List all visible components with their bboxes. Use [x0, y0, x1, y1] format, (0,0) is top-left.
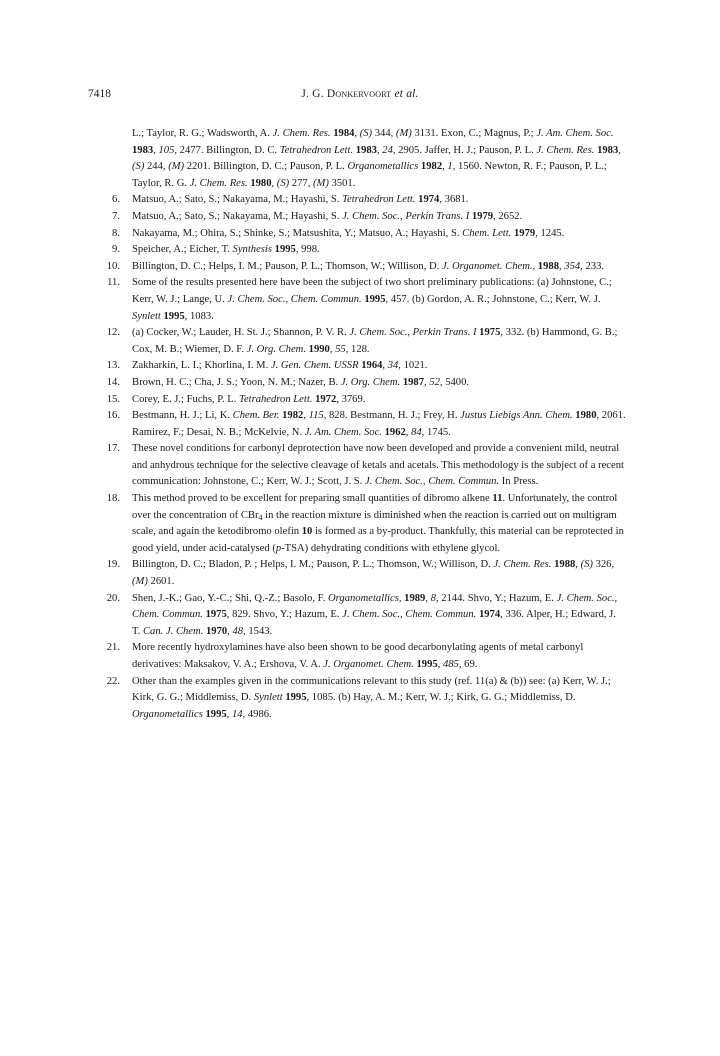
page-number: 7418: [88, 88, 111, 100]
reference-number: 18.: [106, 493, 120, 505]
reference-item: [96, 275, 626, 325]
reference-item: [96, 226, 626, 243]
reference-text: Billington, D. C.; Helps, I. M.; Pauson, P. L.; Thomson, W.; Willison, D. J. Organomet. Chem., 1988, 354, 233.: [132, 260, 605, 272]
reference-item: [96, 674, 626, 724]
reference-number: 8.: [112, 227, 120, 239]
reference-text: More recently hydroxylamines have also been shown to be good decarbonylating agents of metal carbonyl derivatives: Maksakov, V. A.; Ershova, V. A. J. Organomet. Chem. 1995, 485, 69.: [132, 642, 584, 670]
running-head-authors-smallcaps: onkervoort: [335, 88, 392, 100]
reference-number: 20.: [106, 592, 120, 604]
reference-number: 22.: [106, 675, 120, 687]
reference-number: 11.: [107, 277, 120, 289]
reference-text: Matsuo, A.; Sato, S.; Nakayama, M.; Hayashi, S. Tetrahedron Lett. 1974, 3681.: [132, 194, 469, 206]
reference-number: 6.: [112, 194, 120, 206]
reference-text: Zakharkin, L. I.; Khorlina, I. M. J. Gen. Chem. USSR 1964, 34, 1021.: [132, 360, 428, 372]
reference-text: Speicher, A.; Eicher, T. Synthesis 1995, 998.: [132, 244, 320, 256]
reference-item: [96, 375, 626, 392]
reference-text: (a) Cocker, W.; Lauder, H. St. J.; Shannon, P. V. R. J. Chem. Soc., Perkin Trans. I 1975, 332. (b) Hammond, G. B.; Cox, M. B.; Wiemer, D. F. J. Org. Chem. 1990, 55, 128.: [132, 327, 618, 355]
reference-number: 16.: [106, 410, 120, 422]
reference-text: Shen, J.-K.; Gao, Y.-C.; Shi, Q.-Z.; Basolo, F. Organometallics, 1989, 8, 2144. Shvo, Y.; Hazum, E. J. Chem. Soc., Chem. Commun. 1975, 829. Shvo, Y.; Hazum, E. J. Chem. Soc., Chem. Commun. 1974, 336. Alper, H.; Edward, J. T. Can. J. Chem. 1970, 48, 1543.: [132, 592, 618, 637]
reference-text: These novel conditions for carbonyl deprotection have now been developed and provide a convenient mild, neutral and anhydrous technique for the selective cleavage of ketals and acetals. This methodology is the subject of a recent communication: Johnstone, C.; Kerr, W. J.; Scott, J. S. J. Chem. Soc., Chem. Commun. In Press.: [132, 443, 624, 488]
reference-item: [96, 557, 626, 590]
reference-item: [96, 325, 626, 358]
reference-item: [96, 591, 626, 641]
reference-text: Bestmann, H. J.; Li, K. Chem. Ber. 1982, 115, 828. Bestmann, H. J.; Frey, H. Justus Liebigs Ann. Chem. 1980, 2061. Ramirez, F.; Desai, N. B.; McKelvie, N. J. Am. Chem. Soc. 1962, 84, 1745.: [132, 410, 626, 438]
reference-number: 19.: [106, 559, 120, 571]
running-head-authors: J. G. D: [301, 88, 336, 100]
running-head: [0, 88, 720, 100]
reference-number: 21.: [106, 642, 120, 654]
reference-text: Matsuo, A.; Sato, S.; Nakayama, M.; Hayashi, S. J. Chem. Soc., Perkin Trans. I 1979, 2652.: [132, 210, 523, 222]
reference-item: [96, 126, 626, 192]
reference-number: 15.: [106, 393, 120, 405]
reference-text: Some of the results presented here have been the subject of two short preliminary publications: (a) Johnstone, C.; Kerr, W. J.; Lange, U. J. Chem. Soc., Chem. Commun. 1995, 457. (b) Gordon, A. R.; Johnstone, C.; Kerr, W. J. Synlett 1995, 1083.: [132, 277, 612, 322]
reference-text: Nakayama, M.; Ohira, S.; Shinke, S.; Matsushita, Y.; Matsuo, A.; Hayashi, S. Chem. Lett. 1979, 1245.: [132, 227, 565, 239]
reference-number: 13.: [106, 360, 120, 372]
reference-item: [96, 209, 626, 226]
reference-list: [96, 126, 626, 723]
reference-text: This method proved to be excellent for preparing small quantities of dibromo alkene 11. Unfortunately, the control over the concentration of CBr$_4$ in the reaction mixture is diminished when the reaction is carried out on multigram scale, and again the ketodibromo olefin 10 is formed as a by-product. Thankfully, this material can be reprotected in good yield, under acid-catalysed (p-TSA) dehydrating conditions with ethylene glycol.: [132, 493, 624, 554]
reference-item: [96, 491, 626, 557]
reference-item: [96, 441, 626, 491]
reference-number: 12.: [106, 327, 120, 339]
reference-text: Billington, D. C.; Bladon, P. ; Helps, I. M.; Pauson, P. L.; Thomson, W.; Willison, D. J. Chem. Res. 1988, (S) 326, (M) 2601.: [132, 559, 615, 588]
reference-item: [96, 392, 626, 409]
reference-item: [96, 358, 626, 375]
reference-text: Other than the examples given in the communications relevant to this study (ref. 11(a) & (b)) see: (a) Kerr, W. J.; Kirk, G. G.; Middlemiss, D. Synlett 1995, 1085. (b) Hay, A. M.; Kerr, W. J.; Kirk, G. G.; Middlemiss, D. Organometallics 1995, 14, 4986.: [132, 675, 611, 720]
reference-number: 7.: [112, 210, 120, 222]
reference-number: 9.: [112, 244, 120, 256]
reference-number: 10.: [106, 260, 120, 272]
reference-text: Corey, E. J.; Fuchs, P. L. Tetrahedron Lett. 1972, 3769.: [132, 393, 366, 405]
reference-item: [96, 242, 626, 259]
reference-item: [96, 192, 626, 209]
reference-item: [96, 640, 626, 673]
reference-number: 14.: [106, 376, 120, 388]
reference-number: 17.: [106, 443, 120, 455]
reference-text: Brown, H. C.; Cha, J. S.; Yoon, N. M.; Nazer, B. J. Org. Chem. 1987, 52, 5400.: [132, 376, 470, 388]
reference-text: L.; Taylor, R. G.; Wadsworth, A. J. Chem. Res. 1984, (S) 344, (M) 3131. Exon, C.; Magnus, P.; J. Am. Chem. Soc. 1983, 105, 2477. Billington, D. C. Tetrahedron Lett. 1983, 24, 2905. Jaffer, H. J.; Pauson, P. L. J. Chem. Res. 1983, (S) 244, (M) 2201. Billington, D. C.; Pauson, P. L. Organometallics 1982, 1, 1560. Newton, R. F.; Pauson, P. L.; Taylor, R. G. J. Chem. Res. 1980, (S) 277, (M) 3501.: [132, 128, 621, 189]
running-head-et-al: et al.: [394, 88, 419, 100]
reference-item: [96, 408, 626, 441]
reference-item: [96, 259, 626, 276]
